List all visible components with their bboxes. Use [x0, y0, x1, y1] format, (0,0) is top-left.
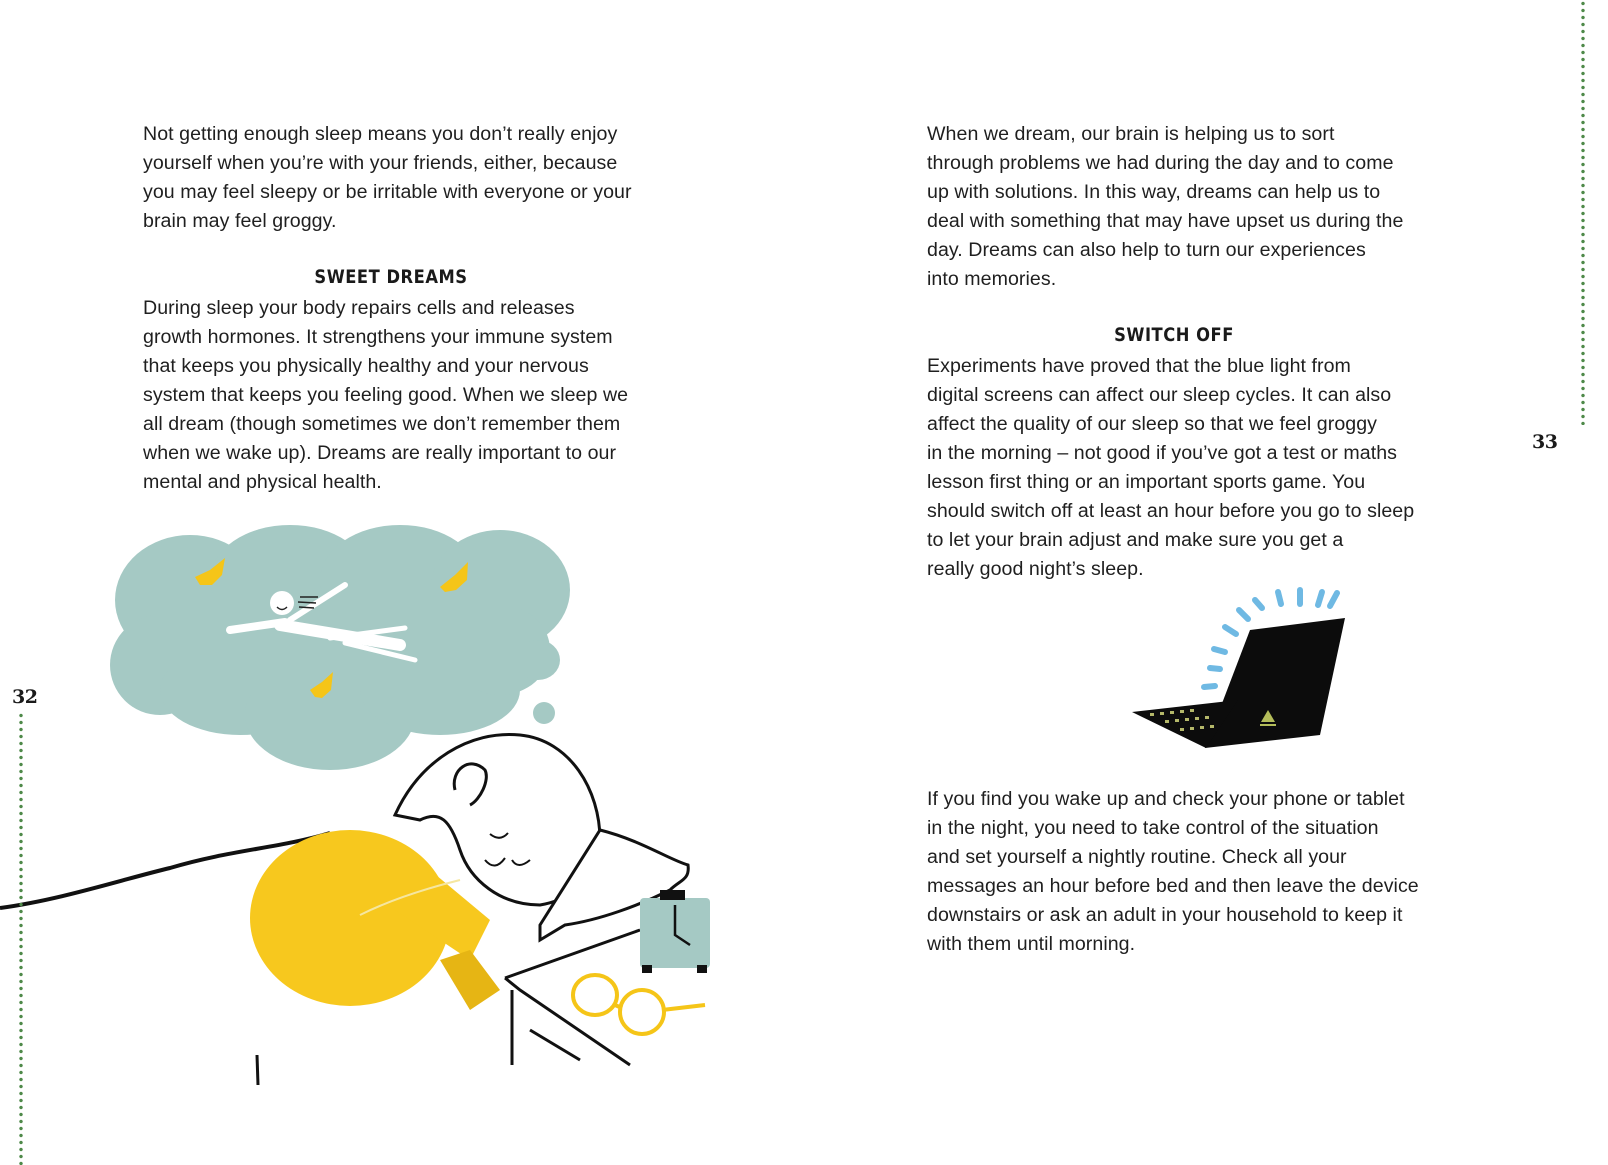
text-line: all dream (though sometimes we don’t remember them [143, 413, 621, 435]
text-line: mental and physical health. [143, 471, 382, 493]
text-line: digital screens can affect our sleep cycles. It can also [927, 384, 1392, 406]
text-line: Experiments have proved that the blue light from [927, 355, 1351, 377]
laptop-screen-icon [1205, 618, 1345, 748]
text-line: deal with something that may have upset us during the [927, 210, 1404, 232]
page-number-right: 33 [1532, 431, 1558, 453]
page-number-left: 32 [12, 686, 38, 708]
text-line: in the night, you need to take control of the situation [927, 817, 1379, 839]
right-page [804, 0, 1608, 1165]
text-line: when we wake up). Dreams are really important to our [143, 442, 617, 464]
text-line: yourself when you’re with your friends, either, because [143, 152, 618, 174]
right-intro-paragraph [927, 120, 1403, 294]
text-line: and set yourself a nightly routine. Check all your [927, 846, 1347, 868]
text-line: lesson first thing or an important sports game. You [927, 471, 1366, 493]
text-line: day. Dreams can also help to turn our experiences [927, 239, 1366, 261]
heading-sweet-dreams: SWEET DREAMS [314, 266, 468, 288]
left-intro-paragraph [143, 120, 632, 236]
closing-paragraph [927, 785, 1419, 959]
text-line: you may feel sleepy or be irritable with everyone or your [143, 181, 632, 203]
text-line: Not getting enough sleep means you don’t really enjoy [143, 123, 618, 145]
text-line: brain may feel groggy. [143, 210, 337, 232]
text-line: up with solutions. In this way, dreams can help us to [927, 181, 1381, 203]
text-line: During sleep your body repairs cells and releases [143, 297, 575, 319]
text-line: to let your brain adjust and make sure you get a [927, 529, 1344, 551]
text-line: that keeps you physically healthy and your nervous [143, 355, 589, 377]
laptop-illustration [1124, 575, 1354, 760]
sweet-dreams-paragraph [143, 294, 628, 497]
sleeping-child-illustration [0, 515, 740, 1095]
text-line: growth hormones. It strengthens your immune system [143, 326, 613, 348]
text-line: really good night’s sleep. [927, 558, 1144, 580]
text-line: If you find you wake up and check your phone or tablet [927, 788, 1405, 810]
text-line: When we dream, our brain is helping us to sort [927, 123, 1335, 145]
text-line: through problems we had during the day and to come [927, 152, 1394, 174]
glasses-icon [573, 975, 705, 1034]
text-line: with them until morning. [927, 933, 1136, 955]
text-line: in the morning – not good if you’ve got a test or maths [927, 442, 1398, 464]
text-line: system that keeps you feeling good. When we sleep we [143, 384, 629, 406]
text-line: downstairs or ask an adult in your household to keep it [927, 904, 1403, 926]
switch-off-paragraph [927, 352, 1414, 584]
dotted-margin-rule-right [1581, 0, 1585, 425]
heading-switch-off: SWITCH OFF [1114, 324, 1234, 346]
text-line: messages an hour before bed and then leave the device [927, 875, 1419, 897]
text-line: affect the quality of our sleep so that we feel groggy [927, 413, 1378, 435]
alarm-clock-icon [640, 890, 710, 973]
stray-mark [257, 1055, 258, 1085]
dotted-margin-rule-left [19, 712, 23, 1165]
text-line: into memories. [927, 268, 1057, 290]
text-line: should switch off at least an hour before you go to sleep [927, 500, 1415, 522]
